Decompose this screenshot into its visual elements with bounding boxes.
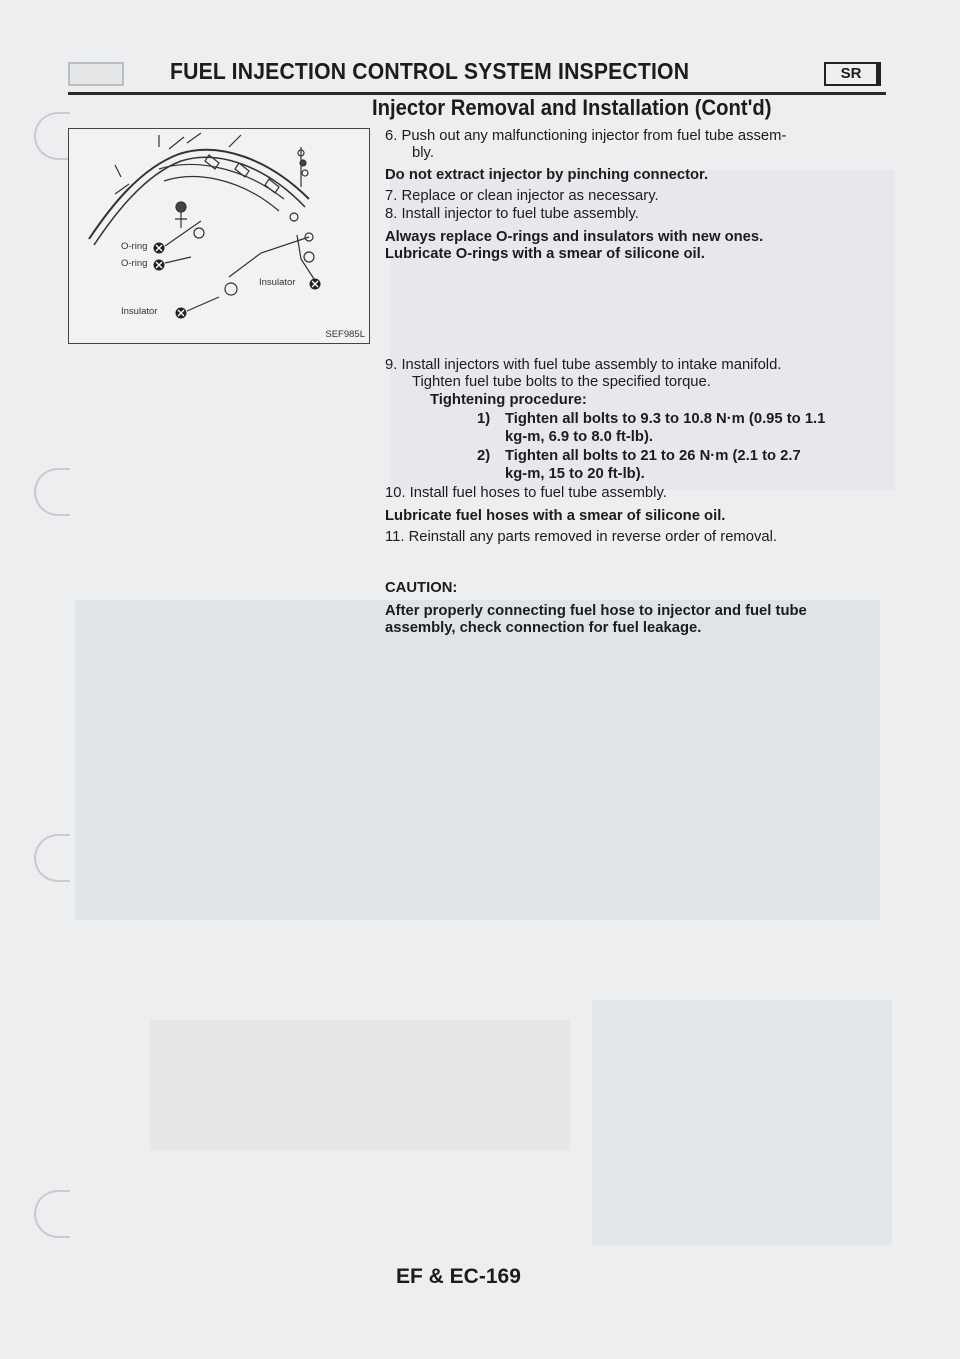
binder-hole <box>34 1190 70 1238</box>
warning-replace: Always replace O-rings and insulators with new ones. <box>385 229 764 245</box>
bleed-through-diagram <box>592 1000 892 1245</box>
caution-text: After properly connecting fuel hose to injector and fuel tube <box>385 603 807 619</box>
section-tab-faded <box>68 62 124 86</box>
section-title: Injector Removal and Installation (Cont'd) <box>372 95 772 120</box>
step-9-cont: Tighten fuel tube bolts to the specified torque. <box>412 374 711 390</box>
figure-code: SEF985L <box>325 329 365 340</box>
procedure-title: Tightening procedure: <box>430 392 587 408</box>
o-ring-label: O-ring <box>121 241 148 252</box>
warning-pinching: Do not extract injector by pinching connector. <box>385 167 709 183</box>
step-10: 10. Install fuel hoses to fuel tube assembly. <box>385 485 667 501</box>
binder-hole <box>34 834 70 882</box>
insulator-label: Insulator <box>259 277 296 288</box>
step-6-cont: bly. <box>412 145 434 161</box>
injector-drawing <box>69 129 369 343</box>
step-8: 8. Install injector to fuel tube assembly. <box>385 206 639 222</box>
page-header-title: FUEL INJECTION CONTROL SYSTEM INSPECTION <box>170 58 690 84</box>
caution-text-cont: assembly, check connection for fuel leakage. <box>385 620 702 636</box>
o-ring-label: O-ring <box>121 258 148 269</box>
injector-diagram <box>68 128 370 344</box>
procedure-step-2: Tighten all bolts to 21 to 26 N·m (2.1 to 2.7 <box>505 448 801 464</box>
procedure-step-1-cont: kg-m, 6.9 to 8.0 ft-lb). <box>505 429 653 445</box>
step-6: 6. Push out any malfunctioning injector from fuel tube assem- <box>385 128 787 144</box>
bleed-through-list <box>150 1020 570 1150</box>
step-7: 7. Replace or clean injector as necessary. <box>385 188 659 204</box>
procedure-step-number: 2) <box>477 448 491 464</box>
step-11: 11. Reinstall any parts removed in reverse order of removal. <box>385 529 778 545</box>
binder-hole <box>34 468 70 516</box>
engine-badge: SR <box>824 62 881 86</box>
procedure-step-1: Tighten all bolts to 9.3 to 10.8 N·m (0.95 to 1.1 <box>505 411 826 427</box>
procedure-step-number: 1) <box>477 411 491 427</box>
warning-fuel-hoses: Lubricate fuel hoses with a smear of silicone oil. <box>385 508 726 524</box>
procedure-step-2-cont: kg-m, 15 to 20 ft-lb). <box>505 466 645 482</box>
caution-title: CAUTION: <box>385 580 458 596</box>
insulator-label: Insulator <box>121 306 158 317</box>
page-number: EF & EC-169 <box>396 1265 521 1288</box>
bleed-through-text <box>75 600 880 920</box>
binder-hole <box>34 112 70 160</box>
step-9: 9. Install injectors with fuel tube assembly to intake manifold. <box>385 357 782 373</box>
warning-lubricate: Lubricate O-rings with a smear of silicone oil. <box>385 246 705 262</box>
